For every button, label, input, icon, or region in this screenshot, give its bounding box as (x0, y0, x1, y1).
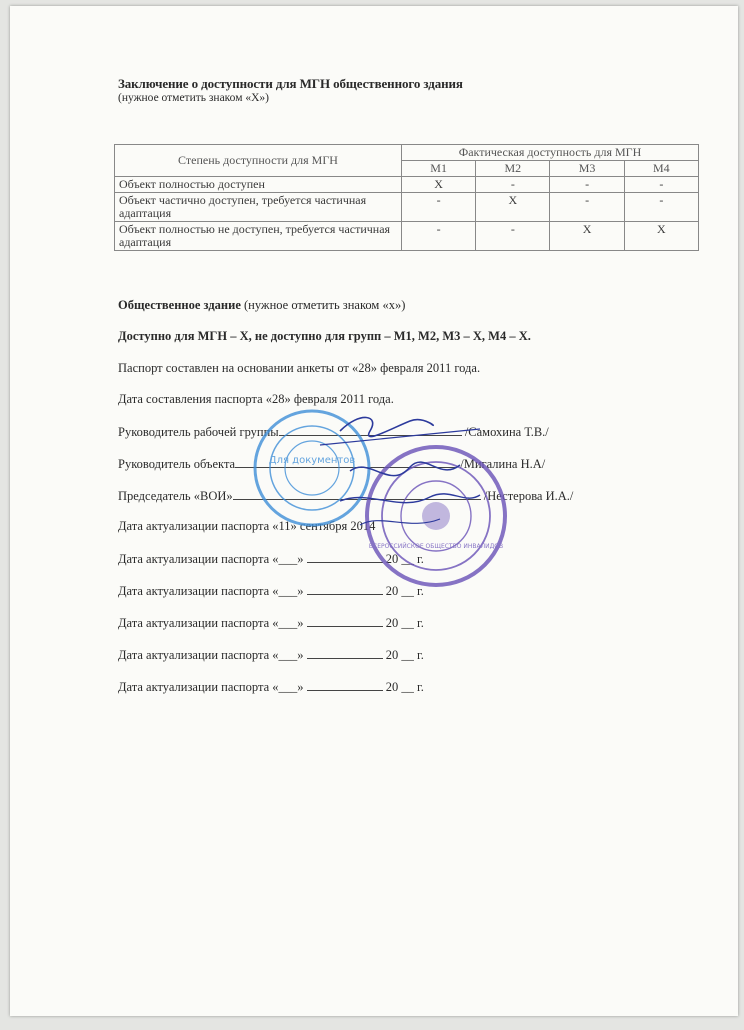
group-header: М2 (476, 161, 550, 177)
accessibility-table (114, 144, 699, 251)
row-label: Объект полностью доступен (115, 177, 402, 193)
title-note: (нужное отметить знаком «Х») (118, 92, 270, 104)
building-line (118, 298, 405, 313)
cell-value: Х (402, 177, 476, 193)
actual-access-header: Фактическая доступность для МГН (402, 145, 699, 161)
small-stamp-text: Для документов (268, 455, 356, 466)
cell-value: - (624, 193, 698, 222)
document-title: Заключение о доступности для МГН общественного здания (118, 76, 463, 91)
building-label: Общественное здание (118, 298, 241, 312)
passport-basis: Паспорт составлен на основании анкеты от «28» февраля 2011 года. (118, 361, 481, 375)
document-page (10, 6, 738, 1016)
group-header: М1 (402, 161, 476, 177)
building-note: (нужное отметить знаком «х») (240, 298, 406, 312)
handwritten-signatures (300, 401, 510, 541)
signature-name: /Мигалина Н.А/ (460, 457, 546, 471)
cell-value: - (476, 222, 550, 251)
signature-name: /Нестерова И.А./ (483, 489, 574, 503)
cell-value: - (402, 222, 476, 251)
signature-role: Председатель «ВОИ» (118, 489, 233, 503)
cell-value: Х (550, 222, 624, 251)
degree-header: Степень доступности для МГН (115, 145, 402, 177)
cell-value: Х (624, 222, 698, 251)
row-label: Объект частично доступен, требуется частичная адаптация (115, 193, 402, 222)
table-row (115, 193, 699, 222)
access-summary: Доступно для МГН – Х, не доступно для групп – М1, М2, М3 – Х, М4 – Х. (118, 329, 531, 343)
table-row (115, 222, 699, 251)
signature-role: Руководитель объекта (118, 457, 236, 471)
update-date-line: Дата актуализации паспорта «___» 20 __ г. (118, 584, 424, 598)
update-date-line: Дата актуализации паспорта «___» 20 __ г. (118, 648, 424, 662)
update-date-line: Дата актуализации паспорта «___» 20 __ г. (118, 552, 424, 566)
row-label: Объект полностью не доступен, требуется частичная адаптация (115, 222, 402, 251)
cell-value: - (476, 177, 550, 193)
cell-value: - (624, 177, 698, 193)
update-date-line: Дата актуализации паспорта «___» 20 __ г. (118, 616, 424, 630)
signature-role: Руководитель рабочей группы (118, 425, 279, 439)
cell-value: - (402, 193, 476, 222)
cell-value: - (550, 177, 624, 193)
cell-value: - (550, 193, 624, 222)
update-date-line: Дата актуализации паспорта «11» сентября 2014 (118, 519, 376, 533)
large-stamp-text: ВСЕРОССИЙСКОЕ ОБЩЕСТВО ИНВАЛИДОВ (368, 543, 504, 550)
table-row (115, 177, 699, 193)
passport-date: Дата составления паспорта «28» февраля 2011 года. (118, 392, 394, 406)
update-date-line: Дата актуализации паспорта «___» 20 __ г. (118, 680, 424, 694)
group-header: М4 (624, 161, 698, 177)
cell-value: Х (476, 193, 550, 222)
group-header: М3 (550, 161, 624, 177)
signature-name: /Самохина Т.В./ (464, 425, 549, 439)
table-header-row (115, 145, 699, 161)
